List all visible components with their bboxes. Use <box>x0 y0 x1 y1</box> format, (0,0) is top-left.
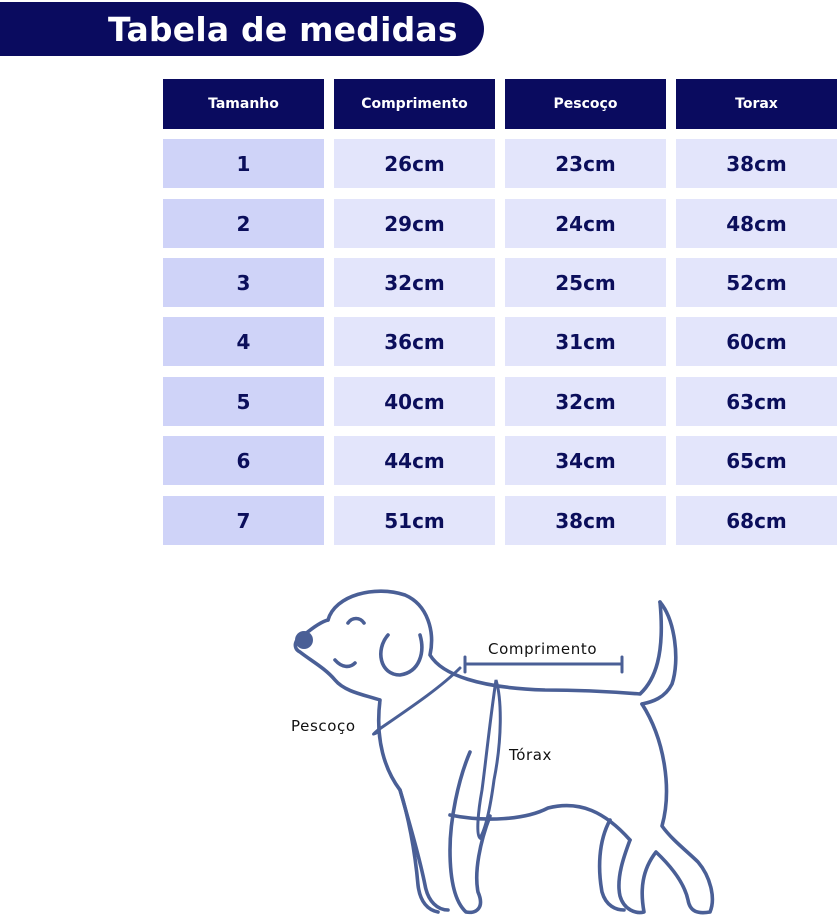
size-cell: 1 <box>163 139 324 188</box>
table-row <box>163 139 837 189</box>
header-comprimento: Comprimento <box>334 79 495 129</box>
dog-ear-outline <box>381 635 422 675</box>
pescoco-cell: 24cm <box>505 199 666 248</box>
table-row <box>163 377 837 427</box>
pescoco-cell: 31cm <box>505 317 666 366</box>
comprimento-cell: 40cm <box>334 377 495 426</box>
header-pescoco: Pescoço <box>505 79 666 129</box>
table-row <box>163 496 837 546</box>
size-cell: 4 <box>163 317 324 366</box>
label-pescoco: Pescoço <box>291 717 356 735</box>
comprimento-cell: 44cm <box>334 436 495 485</box>
pescoco-cell: 34cm <box>505 436 666 485</box>
torax-line <box>478 680 500 838</box>
pescoco-cell: 32cm <box>505 377 666 426</box>
comprimento-cell: 29cm <box>334 199 495 248</box>
pescoco-line <box>374 668 461 734</box>
torax-cell: 38cm <box>676 139 837 188</box>
dog-back-outline <box>619 704 712 913</box>
header-tamanho: Tamanho <box>163 79 324 129</box>
dog-front-leg-back <box>400 790 448 910</box>
comprimento-cell: 32cm <box>334 258 495 307</box>
dog-nose <box>295 631 313 649</box>
torax-cell: 63cm <box>676 377 837 426</box>
pescoco-cell: 38cm <box>505 496 666 545</box>
dog-measurement-illustration <box>280 580 730 915</box>
size-cell: 6 <box>163 436 324 485</box>
label-comprimento: Comprimento <box>488 640 598 658</box>
page-title: Tabela de medidas <box>108 9 458 49</box>
title-banner <box>0 2 484 56</box>
torax-cell: 60cm <box>676 317 837 366</box>
torax-cell: 52cm <box>676 258 837 307</box>
table-header-row <box>163 79 837 129</box>
size-cell: 2 <box>163 199 324 248</box>
pescoco-cell: 25cm <box>505 258 666 307</box>
pescoco-cell: 23cm <box>505 139 666 188</box>
comprimento-cell: 26cm <box>334 139 495 188</box>
comprimento-cell: 36cm <box>334 317 495 366</box>
table-row <box>163 436 837 486</box>
table-row <box>163 317 837 367</box>
dog-eye <box>348 619 364 624</box>
header-torax: Torax <box>676 79 837 129</box>
torax-cell: 68cm <box>676 496 837 545</box>
size-cell: 3 <box>163 258 324 307</box>
torax-cell: 48cm <box>676 199 837 248</box>
torax-cell: 65cm <box>676 436 837 485</box>
size-cell: 5 <box>163 377 324 426</box>
table-row <box>163 258 837 308</box>
dog-mouth <box>335 660 355 666</box>
label-torax: Tórax <box>509 746 553 764</box>
comprimento-cell: 51cm <box>334 496 495 545</box>
size-cell: 7 <box>163 496 324 545</box>
table-row <box>163 199 837 249</box>
